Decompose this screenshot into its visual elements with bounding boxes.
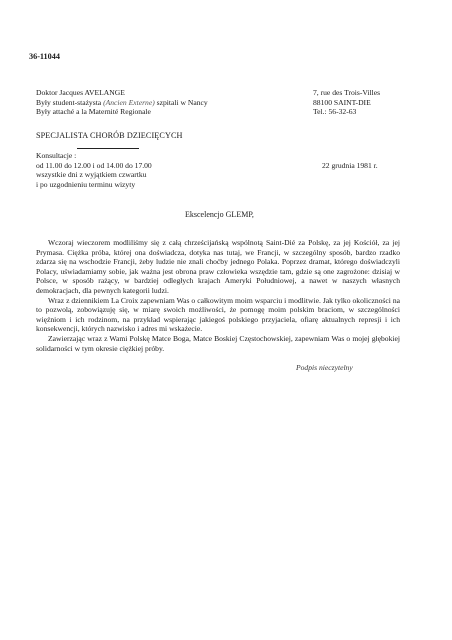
specialty-heading: SPECJALISTA CHORÓB DZIECIĘCYCH — [36, 131, 183, 140]
address-phone: Tel.: 56-32-63 — [313, 107, 357, 117]
salutation: Ekscelencjo GLEMP, — [185, 210, 254, 219]
sender-block — [36, 88, 296, 117]
sender-former-student — [36, 98, 296, 108]
sender-former-student-prefix: Były student-stażysta — [36, 97, 104, 107]
sender-former-student-note: (Ancien Externe) — [103, 97, 155, 107]
reference-number: 36-11044 — [29, 52, 60, 61]
sender-former-attache: Były attaché a la Maternité Regionale — [36, 107, 151, 117]
consultation-title: Konsultacje : — [36, 151, 77, 160]
signature-note: Podpis nieczytelny — [296, 363, 353, 372]
divider-rule — [77, 148, 139, 149]
consultation-block — [36, 151, 276, 189]
address-block — [313, 88, 443, 117]
address-street: 7, rue des Trois-Villes — [313, 88, 381, 97]
body-paragraph: Wczoraj wieczorem modliliśmy się z całą chrześcijańską wspólnotą Saint-Dié za Polskę, za jej Kościół, za jej Prymasa. Ciężka próba, której ona doświadcza, dotyka nas tutaj, we Francji, w szczególny sposób, bardzo rzadko zdarza się na wschodzie Francji, żeby ludzie nie znali choćby jednego Polaka. Poprzez dramat, którego doświadczyli Polacy, uświadamiamy sobie, jak ważna jest obrona praw człowieka wszędzie tam, gdzie są one zagrożone: dzisiaj w Polsce, w sposób rażący, w bardziej odległych krajach Ameryki Południowej, a nawet w naszych własnych demokracjach, dla pewnych kategorii ludzi. — [36, 238, 400, 295]
address-city: 88100 SAINT-DIE — [313, 97, 371, 107]
consultation-days: wszystkie dni z wyjątkiem czwartku — [36, 170, 147, 180]
body-paragraph: Wraz z dziennikiem La Croix zapewniam Was o całkowitym moim wsparciu i modlitwie. Jak tylko okoliczności na to pozwolą, zobowiązuję się, w miarę swoich możliwości, że pomogę moim polskim braciom, w szczególności więźniom i ich rodzinom, na przykład wspierając jakiegoś polskiego przyjaciela, ofiarę aktualnych represji i ich konsekwencji, których nazwisko i adres mi wskażecie. — [36, 295, 400, 334]
sender-name: Doktor Jacques AVELANGE — [36, 88, 125, 97]
consultation-hours: od 11.00 do 12.00 i od 14.00 do 17.00 — [36, 160, 152, 170]
letter-date: 22 grudnia 1981 r. — [322, 161, 378, 170]
body-paragraph: Zawierzając wraz z Wami Polskę Matce Boga, Matce Boskiej Częstochowskiej, zapewniam Was o mojej głębokiej solidarności w tym okresie ciężkiej próby. — [36, 333, 400, 353]
sender-former-student-suffix: szpitali w Nancy — [154, 97, 208, 107]
consultation-appointment: i po uzgodnieniu terminu wizyty — [36, 179, 136, 189]
letter-body — [36, 238, 400, 353]
